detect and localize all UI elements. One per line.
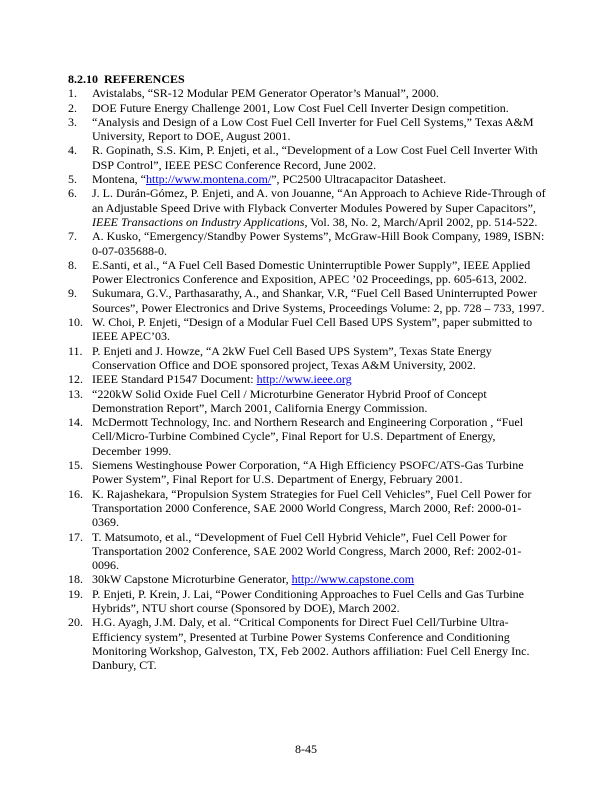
reference-text — [92, 387, 487, 415]
text-run: “220kW Solid Oxide Fuel Cell / Microturbine Generator Hybrid Proof of Concept Demonstration Report”, March 2001, California Energy Commission. — [92, 386, 487, 415]
text-run: E.Santi, et al., “A Fuel Cell Based Domestic Uninterruptible Power Supply”, IEEE Applied Power Electronics Conference and Exposition, APEC ’02 Proceedings, pp. 605-613, 2002. — [92, 257, 531, 287]
text-run: Sukumara, G.V., Parthasarathy, A., and Shankar, V.R, “Fuel Cell Based Uninterrupted Power Sources”, Power Electronics and Drive Systems, Proceedings Volume: 2, pp. 728 – 733, 1997. — [92, 286, 545, 315]
hyperlink[interactable]: http://www.capstone.com — [291, 572, 415, 587]
reference-text — [92, 587, 524, 615]
reference-text — [92, 615, 529, 672]
reference-text — [92, 530, 521, 573]
reference-number: 16. — [68, 486, 83, 501]
reference-item — [68, 143, 546, 172]
reference-text — [92, 315, 532, 343]
reference-item — [68, 229, 546, 258]
text-run: H.G. Ayagh, J.M. Daly, et al. “Critical Components for Direct Fuel Cell/Turbine Ultra-Efficiency system”, Presented at Turbine Power Systems Conference and Conditioning Monitoring Workshop, Galveston, TX, Feb 2002. Authors affiliation: Fuel Cell Energy Inc. Danbury, CT. — [92, 615, 530, 673]
text-run: ”, PC2500 Ultracapacitor Datasheet. — [271, 172, 447, 187]
reference-number: 9. — [68, 286, 77, 301]
reference-item — [68, 415, 546, 458]
text-run: DOE Future Energy Challenge 2001, Low Cost Fuel Cell Inverter Design competition. — [92, 100, 509, 115]
reference-text — [92, 415, 523, 458]
reference-item — [68, 344, 546, 373]
reference-item — [68, 572, 546, 586]
reference-text — [92, 258, 530, 286]
reference-text — [92, 115, 534, 143]
hyperlink[interactable]: http://www.montena.com/ — [145, 172, 272, 187]
reference-number: 6. — [68, 186, 77, 201]
reference-item — [68, 101, 546, 115]
text-run: P. Enjeti, P. Krein, J. Lai, “Power Conditioning Approaches to Fuel Cells and Gas Turbine Hybrids”, NTU short course (Sponsored by DOE), March 2002. — [92, 586, 524, 615]
reference-text — [92, 229, 544, 257]
reference-number: 19. — [68, 586, 83, 601]
text-run: Avistalabs, “SR-12 Modular PEM Generator Operator’s Manual”, 2000. — [92, 86, 439, 101]
reference-item — [68, 458, 546, 487]
reference-item — [68, 487, 546, 530]
reference-number: 14. — [68, 415, 83, 430]
reference-number: 1. — [68, 86, 77, 101]
page-content — [68, 72, 546, 672]
reference-number: 7. — [68, 229, 77, 244]
reference-item — [68, 172, 546, 186]
reference-item — [68, 186, 546, 229]
reference-number: 18. — [68, 572, 83, 587]
page-number: 8-45 — [295, 742, 317, 756]
reference-text — [92, 286, 545, 314]
reference-number: 4. — [68, 143, 77, 158]
reference-number: 5. — [68, 172, 77, 187]
text-run: K. Rajashekara, “Propulsion System Strategies for Fuel Cell Vehicles”, Fuel Cell Power for Transportation 2000 Conference, SAE 2000 World Congress, March 2000, Ref: 2000-01-0369. — [92, 486, 532, 530]
reference-number: 3. — [68, 114, 77, 129]
text-run: IEEE Standard P1547 Document: — [92, 372, 257, 387]
text-run: R. Gopinath, S.S. Kim, P. Enjeti, et al., “Development of a Low Cost Fuel Cell Inverter With DSP Control”, IEEE PESC Conference Record, June 2002. — [92, 143, 538, 172]
text-run: A. Kusko, “Emergency/Standby Power Systems”, McGraw-Hill Book Company, 1989, ISBN: 0-07-035688-0. — [92, 229, 545, 258]
reference-number: 13. — [68, 386, 83, 401]
reference-text — [92, 86, 439, 100]
section-heading: 8.2.10 REFERENCES — [68, 72, 185, 86]
reference-item — [68, 530, 546, 573]
text-run: Vol. 38, No. 2, March/April 2002, pp. 514-522. — [307, 214, 538, 229]
reference-number: 2. — [68, 100, 77, 115]
reference-item — [68, 615, 546, 672]
text-run: “Analysis and Design of a Low Cost Fuel Cell Inverter for Fuel Cell Systems,” Texas A&M University, Report to DOE, August 2001. — [92, 114, 534, 144]
reference-text — [92, 344, 492, 372]
journal-title: IEEE Transactions on Industry Applications, — [92, 214, 308, 229]
reference-number: 17. — [68, 529, 83, 544]
reference-item — [68, 286, 546, 315]
text-run: J. L. Durán-Gómez, P. Enjeti, and A. von Jouanne, “An Approach to Achieve Ride-Through of an Adjustable Speed Drive with Flyback Converter Modules Powered by Super Capacitors”, — [92, 186, 546, 215]
reference-number: 15. — [68, 458, 83, 473]
text-run: 30kW Capstone Microturbine Generator, — [92, 572, 292, 587]
reference-number: 12. — [68, 372, 83, 387]
reference-text — [92, 572, 414, 586]
hyperlink[interactable]: http://www.ieee.org — [256, 372, 352, 387]
reference-item — [68, 115, 546, 144]
reference-item — [68, 387, 546, 416]
reference-text — [92, 372, 352, 386]
reference-item — [68, 315, 546, 344]
reference-number: 10. — [68, 315, 83, 330]
reference-number: 20. — [68, 615, 83, 630]
reference-item — [68, 587, 546, 616]
text-run: Siemens Westinghouse Power Corporation, “A High Efficiency PSOFC/ATS-Gas Turbine Power System”, Final Report for U.S. Department of Energy, February 2001. — [92, 458, 524, 487]
reference-item — [68, 86, 546, 100]
reference-text — [92, 186, 546, 229]
text-run: McDermott Technology, Inc. and Northern Research and Engineering Corporation , “Fuel Cell/Micro-Turbine Combined Cycle”, Final Report for U.S. Department of Energy, December 1999. — [92, 415, 524, 458]
reference-item — [68, 258, 546, 287]
text-run: Montena, “ — [92, 172, 146, 187]
reference-text — [92, 101, 509, 115]
text-run: W. Choi, P. Enjeti, “Design of a Modular Fuel Cell Based UPS System”, paper submitted to IEEE APEC’03. — [92, 315, 533, 344]
reference-text — [92, 458, 524, 486]
text-run: T. Matsumoto, et al., “Development of Fuel Cell Hybrid Vehicle”, Fuel Cell Power for Transportation 2002 Conference, SAE 2002 World Congress, March 2000, Ref: 2002-01-0096. — [92, 529, 522, 573]
reference-number: 8. — [68, 257, 77, 272]
reference-text — [92, 487, 531, 530]
reference-list — [68, 86, 546, 672]
reference-item — [68, 372, 546, 386]
text-run: P. Enjeti and J. Howze, “A 2kW Fuel Cell Based UPS System”, Texas State Energy Conservation Office and DOE sponsored project, Texas A&M University, 2002. — [92, 343, 492, 372]
reference-text — [92, 172, 446, 186]
reference-text — [92, 143, 538, 171]
reference-number: 11. — [68, 343, 83, 358]
